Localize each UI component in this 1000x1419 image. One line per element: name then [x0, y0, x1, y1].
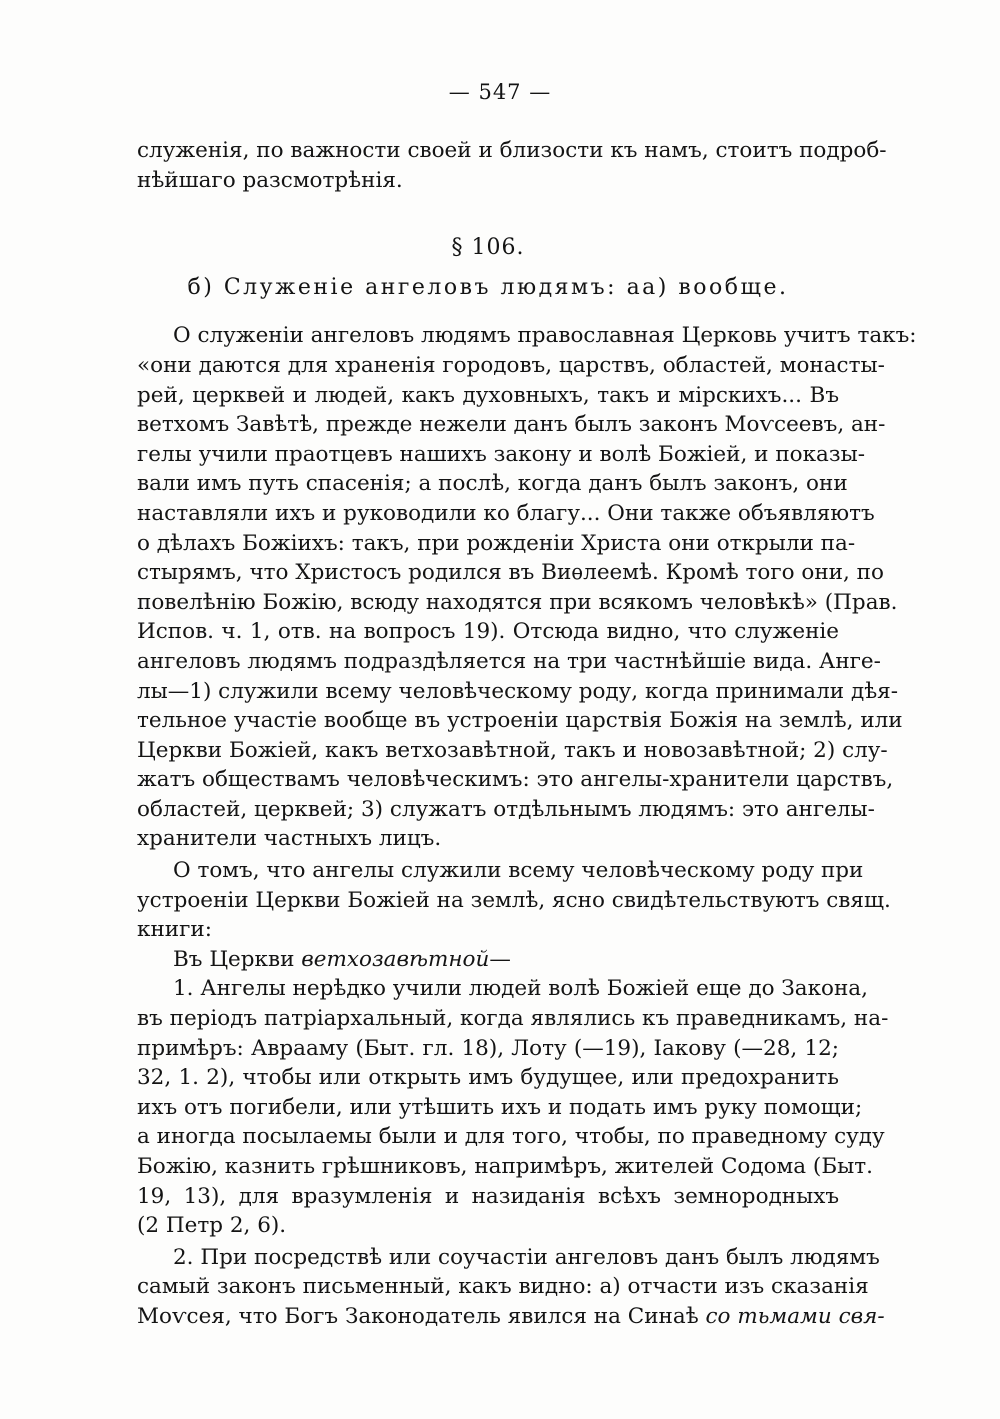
text-line [137, 945, 839, 975]
section-number: § 106. [451, 235, 525, 261]
text-line: хранители частныхъ лицъ. [137, 826, 442, 852]
text-line: гелы учили праотцевъ нашихъ закону и волѣ Божіей, и показы- [137, 441, 865, 467]
page-number: — 547 — [448, 80, 552, 104]
text-line: повелѣнію Божію, всюду находятся при всякомъ человѣкѣ» (Прав. [137, 589, 898, 615]
text-line: О служеніи ангеловъ людямъ православная Церковь учитъ такъ: [173, 323, 917, 349]
text-line: Божію, казнить грѣшниковъ, напримѣръ, жителей Содома (Быт. [137, 1154, 873, 1179]
text-line: устроеніи Церкви Божіей на землѣ, ясно свидѣтельствуютъ свящ. [137, 887, 891, 913]
heading-suffix: — [489, 946, 511, 972]
text-column [137, 136, 917, 1332]
item-2 [137, 1243, 885, 1332]
heading-old-testament-church [137, 945, 839, 975]
text-line: нѣйшаго разсмотрѣнія. [137, 167, 403, 193]
text-line: служенія, по важности своей и близости къ намъ, стоитъ подроб- [137, 138, 887, 163]
intro-paragraph [137, 136, 887, 195]
text-line: самый законъ письменный, какъ видно: а) отчасти изъ сказанія [137, 1274, 869, 1300]
text-run: Моѵсея, что Богъ Законодатель явился на Синаѣ [137, 1303, 706, 1329]
text-line: книги: [137, 917, 212, 943]
paragraph-human-race [137, 856, 891, 945]
text-line: жатъ обществамъ человѣческимъ: это ангелы-хранители царствъ, [137, 767, 894, 793]
text-line: въ періодъ патріархальный, когда являлись къ праведникамъ, на- [137, 1006, 889, 1032]
text-line: тельное участіе вообще въ устроеніи царствія Божія на землѣ, или [137, 708, 903, 734]
text-line: ангеловъ людямъ подраздѣляется на три частнѣйшіе вида. Анге- [137, 648, 881, 674]
heading-prefix: Въ Церкви [173, 946, 302, 972]
text-line: «они даются для храненія городовъ, царствъ, областей, монасты- [137, 352, 885, 378]
text-line: вали имъ путь спасенія; а послѣ, когда данъ былъ законъ, они [137, 471, 848, 497]
text-line: 2. При посредствѣ или соучастіи ангеловъ данъ былъ людямъ [173, 1244, 880, 1270]
text-line: Испов. ч. 1, отв. на вопросъ 19). Отсюда видно, что служеніе [137, 619, 839, 645]
text-line: наставляли ихъ и руководили ко благу... Они также объявляютъ [137, 500, 875, 526]
text-line: а иногда посылаемы были и для того, чтобы, по праведному суду [137, 1124, 885, 1150]
paragraph-service-general [137, 321, 917, 854]
text-line: ветхомъ Завѣтѣ, прежде нежели данъ былъ законъ Моѵсеевъ, ан- [137, 412, 886, 438]
text-line: о дѣлахъ Божіихъ: такъ, при рожденіи Христа они открыли па- [137, 530, 856, 556]
text-line: 1. Ангелы нерѣдко учили людей волѣ Божіей еще до Закона, [173, 976, 868, 1002]
text-line: лы—1) служили всему человѣческому роду, когда принимали дѣя- [137, 678, 898, 704]
text-line: ихъ отъ погибели, или утѣшить ихъ и подать имъ руку помощи; [137, 1094, 863, 1120]
text-line: 19, 13), для вразумленія и назиданія всѣхъ земнородныхъ [137, 1183, 839, 1209]
text-run-italic: со тьмами свя- [705, 1303, 885, 1329]
text-line: Церкви Божіей, какъ ветхозавѣтной, такъ и новозавѣтной; 2) слу- [137, 737, 888, 763]
text-line: областей, церквей; 3) служатъ отдѣльнымъ людямъ: это ангелы- [137, 796, 875, 822]
section-title: б) Служеніе ангеловъ людямъ: аа) вообще. [187, 274, 789, 300]
text-line: примѣръ: Аврааму (Быт. гл. 18), Лоту (—19), Іакову (—28, 12; [137, 1035, 839, 1061]
heading-italic: ветхозавѣтной [301, 946, 490, 972]
text-line: стырямъ, что Христосъ родился въ Виѳлеемѣ. Кромѣ того они, по [137, 560, 884, 586]
text-line: (2 Петр 2, 6). [137, 1213, 287, 1239]
item-1 [137, 974, 889, 1240]
text-line [137, 1302, 885, 1332]
text-line: рей, церквей и людей, какъ духовныхъ, такъ и мірскихъ... Въ [137, 382, 839, 408]
text-line: О томъ, что ангелы служили всему человѣческому роду при [173, 858, 864, 884]
text-line: 32, 1. 2), чтобы или открыть имъ будущее, или предохранить [137, 1065, 839, 1091]
